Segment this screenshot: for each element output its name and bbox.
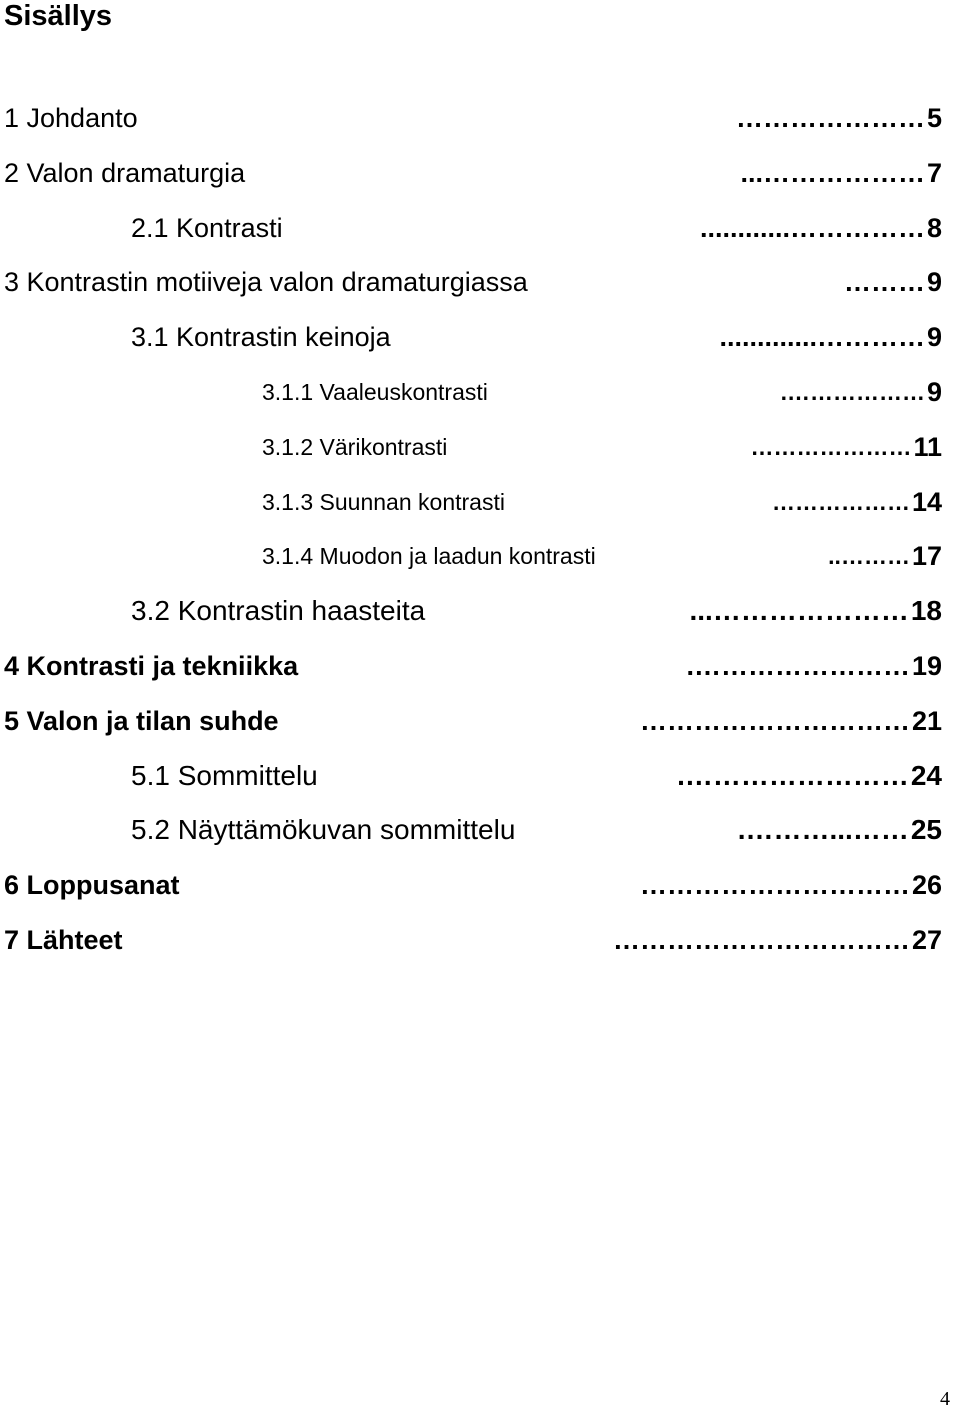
toc-entry-page: 14	[911, 487, 942, 517]
toc-entry-page: 17	[911, 541, 942, 571]
toc-entry-kontrasti-ja-tekniikka[interactable]	[4, 642, 942, 682]
toc-entry-valon-ja-tilan-suhde[interactable]	[4, 697, 942, 737]
toc-entry-page: 25	[910, 814, 942, 845]
toc-entry-leader: ………………...	[740, 158, 925, 188]
toc-entry-label: 3.1.3 Suunnan kontrasti	[262, 489, 505, 515]
toc-entry-page: 27	[911, 925, 942, 955]
toc-entry-page: 21	[911, 706, 942, 736]
toc-entry-label: 3.2 Kontrastin haasteita	[131, 595, 426, 626]
toc-entry-leader: ………..	[828, 543, 910, 569]
toc-entry-label: 1 Johdanto	[4, 103, 138, 133]
toc-entry-label: 5.2 Näyttämökuvan sommittelu	[131, 814, 516, 845]
toc-entry-label: 7 Lähteet	[4, 925, 123, 955]
toc-entry-page: 5	[926, 103, 942, 133]
toc-entry-lahteet[interactable]	[4, 916, 942, 956]
toc-entry-leader: …………………………	[639, 870, 910, 900]
toc-entry-label: 3.1.4 Muodon ja laadun kontrasti	[262, 543, 596, 569]
toc-entry-leader: ……………….	[780, 379, 925, 405]
toc-entry-leader: ………………	[771, 489, 910, 515]
toc-entry-leader: …………………………	[639, 706, 910, 736]
toc-entry-page: 11	[913, 432, 942, 462]
toc-entry-nayttamokuvan-sommittelu[interactable]	[131, 806, 942, 846]
toc-entry-valon-dramaturgia[interactable]	[4, 149, 942, 189]
toc-entry-label: 6 Loppusanat	[4, 870, 180, 900]
toc-entry-vaaleuskontrasti[interactable]	[262, 368, 942, 408]
toc-entry-label: 4 Kontrasti ja tekniikka	[4, 651, 299, 681]
toc-entry-kontrastin-haasteita[interactable]	[131, 587, 942, 627]
toc-entry-kontrastin-motiiveja[interactable]	[4, 258, 942, 298]
toc-entry-johdanto[interactable]	[4, 94, 942, 134]
page-number: 4	[940, 1388, 950, 1410]
toc-heading: Sisällys	[4, 0, 113, 32]
toc-entry-leader: ………….............	[719, 322, 925, 352]
toc-entry-page: 24	[910, 760, 942, 791]
toc-entry-label: 3.1.2 Värikontrasti	[262, 434, 448, 460]
toc-entry-page: 9	[926, 267, 942, 297]
toc-entry-label: 5 Valon ja tilan suhde	[4, 706, 279, 736]
toc-entry-sommittelu[interactable]	[131, 752, 942, 792]
toc-entry-leader: …………………….	[677, 760, 909, 791]
toc-entry-page: 9	[926, 322, 942, 352]
toc-entry-label: 2.1 Kontrasti	[131, 213, 283, 243]
toc-entry-leader: …………………….	[686, 651, 910, 681]
toc-entry-label: 5.1 Sommittelu	[131, 760, 318, 791]
toc-entry-leader: …………………...	[689, 595, 909, 626]
toc-entry-label: 3.1 Kontrastin keinoja	[131, 322, 391, 352]
toc-entry-label: 3 Kontrastin motiiveja valon dramaturgiassa	[4, 267, 528, 297]
toc-entry-label: 3.1.1 Vaaleuskontrasti	[262, 379, 488, 405]
toc-entry-page: 18	[910, 595, 942, 626]
toc-entry-label: 2 Valon dramaturgia	[4, 158, 246, 188]
toc-entry-loppusanat[interactable]	[4, 861, 942, 901]
toc-entry-suunnan-kontrasti[interactable]	[262, 478, 942, 518]
toc-entry-kontrasti[interactable]	[131, 204, 942, 244]
toc-entry-page: 19	[911, 651, 942, 681]
toc-entry-kontrastin-keinoja[interactable]	[131, 313, 942, 353]
toc-entry-muodon-ja-laadun-kontrasti[interactable]	[262, 532, 942, 572]
toc-entry-varikontrasti[interactable]	[262, 423, 942, 463]
toc-entry-leader: …………………	[735, 103, 925, 133]
toc-entry-leader: ……...……….	[737, 814, 909, 845]
toc-entry-leader: …………………	[750, 434, 912, 460]
toc-entry-leader: ……………............	[699, 213, 925, 243]
toc-entry-page: 26	[911, 870, 942, 900]
toc-entry-page: 9	[926, 377, 942, 407]
toc-entry-page: 7	[926, 158, 942, 188]
toc-entry-leader: ……………………………	[612, 925, 910, 955]
toc-entry-leader: ………	[843, 267, 925, 297]
toc-entry-page: 8	[926, 213, 942, 243]
